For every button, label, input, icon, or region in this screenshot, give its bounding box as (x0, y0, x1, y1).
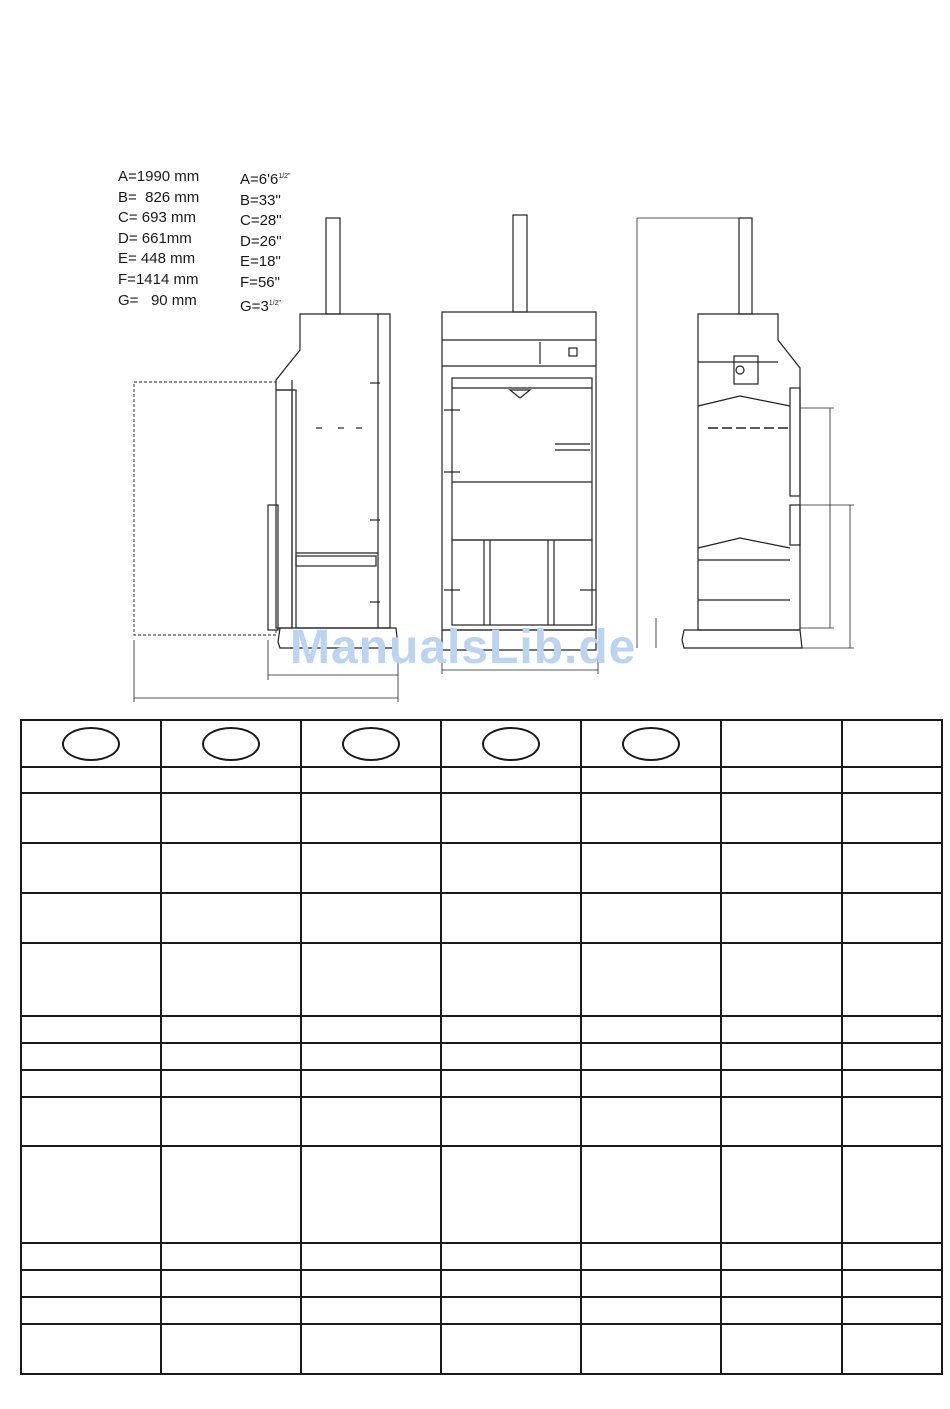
front-view-drawing (442, 215, 598, 674)
header-cell (581, 720, 721, 767)
dimension-c-metric: C= 693 mm (118, 209, 196, 227)
dimension-g-metric: G= 90 mm (118, 291, 197, 309)
spec-table (20, 719, 943, 1375)
table-row (21, 1097, 942, 1146)
table-row (21, 767, 942, 793)
dimension-g-imperial: $G=3^{1/2"}$ (240, 297, 281, 315)
dimension-f-metric: F=1414 mm (118, 270, 199, 288)
dimension-b-imperial: B=33" (240, 191, 281, 209)
dimension-f-imperial: F=56" (240, 273, 280, 291)
header-cell (441, 720, 581, 767)
table-row (21, 1270, 942, 1297)
dimension-e-metric: E= 448 mm (118, 250, 196, 268)
header-cell (301, 720, 441, 767)
flag-oval-icon (62, 727, 120, 761)
dimension-a-imperial: $A=6'6^{1/2"}$ (240, 171, 291, 188)
dimension-b-metric: B= 826 mm (118, 188, 200, 206)
dimension-d-imperial: D=26" (240, 232, 282, 250)
table-row (21, 1070, 942, 1097)
dimension-d-metric: D= 661mm (118, 229, 192, 247)
watermark: ManualsLib.de (290, 621, 637, 674)
dimension-c-imperial: C=28" (240, 212, 282, 230)
header-cell (842, 720, 942, 767)
flag-oval-icon (622, 727, 680, 761)
table-row (21, 843, 942, 893)
table-row (21, 1146, 942, 1243)
table-row (21, 793, 942, 843)
table-row (21, 1043, 942, 1070)
flag-oval-icon (202, 727, 260, 761)
table-row (21, 1297, 942, 1324)
table-row (21, 1324, 942, 1374)
table-row (21, 1243, 942, 1270)
table-header-row (21, 720, 942, 767)
header-cell (21, 720, 161, 767)
dimension-a-metric: A=1990 mm (118, 168, 200, 185)
table-row (21, 943, 942, 1016)
dimension-e-imperial: E=18" (240, 253, 281, 271)
flag-oval-icon (482, 727, 540, 761)
table-row (21, 1016, 942, 1043)
flag-oval-icon (342, 727, 400, 761)
table-row (21, 893, 942, 943)
header-cell (721, 720, 842, 767)
section-view-drawing (637, 218, 854, 648)
header-cell (161, 720, 301, 767)
